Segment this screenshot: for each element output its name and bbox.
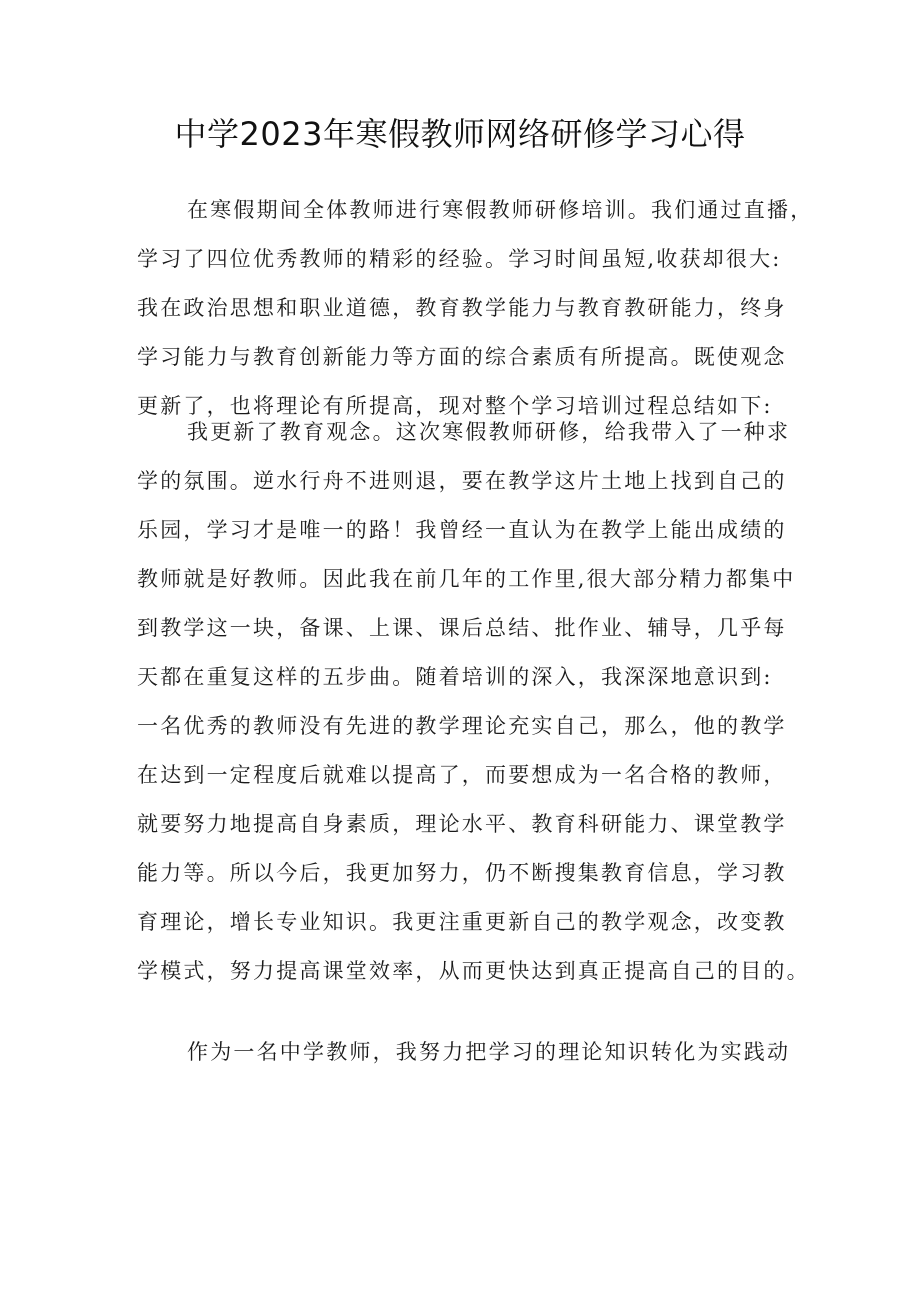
paragraph-line: 育理论，增长专业知识。我更注重更新自己的教学观念，改变教: [137, 910, 787, 934]
document-title: 中学2023年寒假教师网络研修学习心得: [174, 115, 746, 153]
paragraph-line: 作为一名中学教师，我努力把学习的理论知识转化为实践动: [187, 1040, 791, 1064]
paragraph-line: 更新了，也将理论有所提高，现对整个学习培训过程总结如下:: [137, 394, 773, 418]
paragraph-line: 学的氛围。逆水行舟不进则退，要在教学这片土地上找到自己的: [137, 469, 787, 493]
paragraph-line: 能力等。所以今后，我更加努力，仍不断搜集教育信息，学习教: [137, 861, 787, 885]
paragraph-line: 学习能力与教育创新能力等方面的综合素质有所提高。既使观念: [137, 345, 787, 369]
paragraph-line: 一名优秀的教师没有先进的教学理论充实自己，那么，他的教学: [137, 714, 787, 738]
paragraph-line: 天都在重复这样的五步曲。随着培训的深入，我深深地意识到:: [137, 665, 773, 689]
paragraph-line: 学习了四位优秀教师的精彩的经验。学习时间虽短,收获却很大:: [137, 247, 782, 271]
paragraph-line: 教师就是好教师。因此我在前几年的工作里,很大部分精力都集中: [137, 567, 796, 591]
paragraph-line: 在达到一定程度后就难以提高了，而要想成为一名合格的教师，: [137, 763, 787, 787]
paragraph-line: 学模式，努力提高课堂效率，从而更快达到真正提高自己的目的。: [137, 959, 810, 983]
paragraph-line: 就要努力地提高自身素质，理论水平、教育科研能力、课堂教学: [137, 812, 787, 836]
paragraph-line: 到教学这一块，备课、上课、课后总结、批作业、辅导，几乎每: [137, 616, 787, 640]
paragraph-3: [137, 1028, 797, 1077]
paragraph-line: 我更新了教育观念。这次寒假教师研修，给我带入了一种求: [187, 420, 791, 444]
paragraph-2: [137, 408, 810, 996]
paragraph-line: 乐园，学习才是唯一的路！我曾经一直认为在教学上能出成绩的: [137, 518, 787, 542]
paragraph-line: 在寒假期间全体教师进行寒假教师研修培训。我们通过直播，: [187, 198, 814, 222]
paragraph-line: 我在政治思想和职业道德，教育教学能力与教育教研能力，终身: [137, 296, 787, 320]
paragraph-1: [137, 186, 814, 431]
